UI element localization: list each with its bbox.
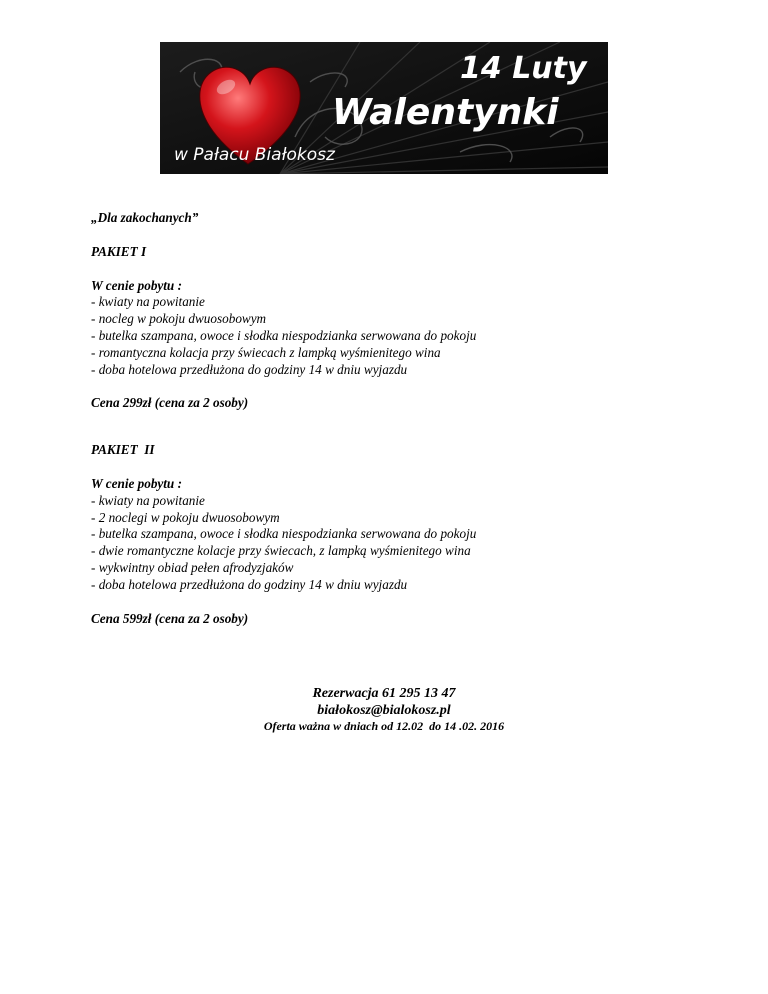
banner-graphic (160, 42, 608, 174)
package-1-name: PAKIET I (91, 243, 147, 259)
contact-email: białokosz@bialokosz.pl (317, 703, 451, 718)
reservation-phone: Rezerwacja 61 295 13 47 (312, 686, 456, 701)
package-1-item: - kwiaty na powitanie (91, 294, 205, 310)
package-1-item: - romantyczna kolacja przy świecach z lampką wyśmienitego wina (91, 344, 441, 360)
package-1-item: - doba hotelowa przedłużona do godziny 14 w dniu wyjazdu (91, 361, 408, 377)
package-2-item: - dwie romantyczne kolacje przy świecach, z lampką wyśmienitego wina (91, 543, 471, 559)
package-1-price: Cena 299zł (cena za 2 osoby) (91, 395, 249, 411)
package-1-includes-heading: W cenie pobytu : (91, 277, 182, 293)
package-2-includes-heading: W cenie pobytu : (91, 475, 182, 491)
package-2-name: PAKIET II (91, 442, 155, 458)
valentines-banner (160, 42, 608, 174)
banner-title: Walentynki (332, 92, 559, 133)
package-1-item: - butelka szampana, owoce i słodka niespodzianka serwowana do pokoju (91, 327, 477, 343)
banner-date: 14 Luty (460, 51, 587, 86)
banner-venue: w Pałacu Białokosz (174, 145, 335, 165)
offer-content (91, 210, 731, 627)
package-2-item: - doba hotelowa przedłużona do godziny 14 w dniu wyjazdu (91, 576, 408, 592)
contact-footer (0, 685, 768, 734)
package-2-item: - 2 noclegi w pokoju dwuosobowym (91, 509, 280, 525)
offer-title: „Dla zakochanych” (91, 210, 199, 225)
package-2-price: Cena 599zł (cena za 2 osoby) (91, 610, 249, 626)
offer-validity: Oferta ważna w dniach od 12.02 do 14 .02. 2016 (263, 719, 505, 733)
package-2-item: - butelka szampana, owoce i słodka niespodzianka serwowana do pokoju (91, 526, 477, 542)
package-1-item: - nocleg w pokoju dwuosobowym (91, 311, 267, 327)
package-2-item: - wykwintny obiad pełen afrodyzjaków (91, 559, 294, 575)
package-2-item: - kwiaty na powitanie (91, 492, 205, 508)
